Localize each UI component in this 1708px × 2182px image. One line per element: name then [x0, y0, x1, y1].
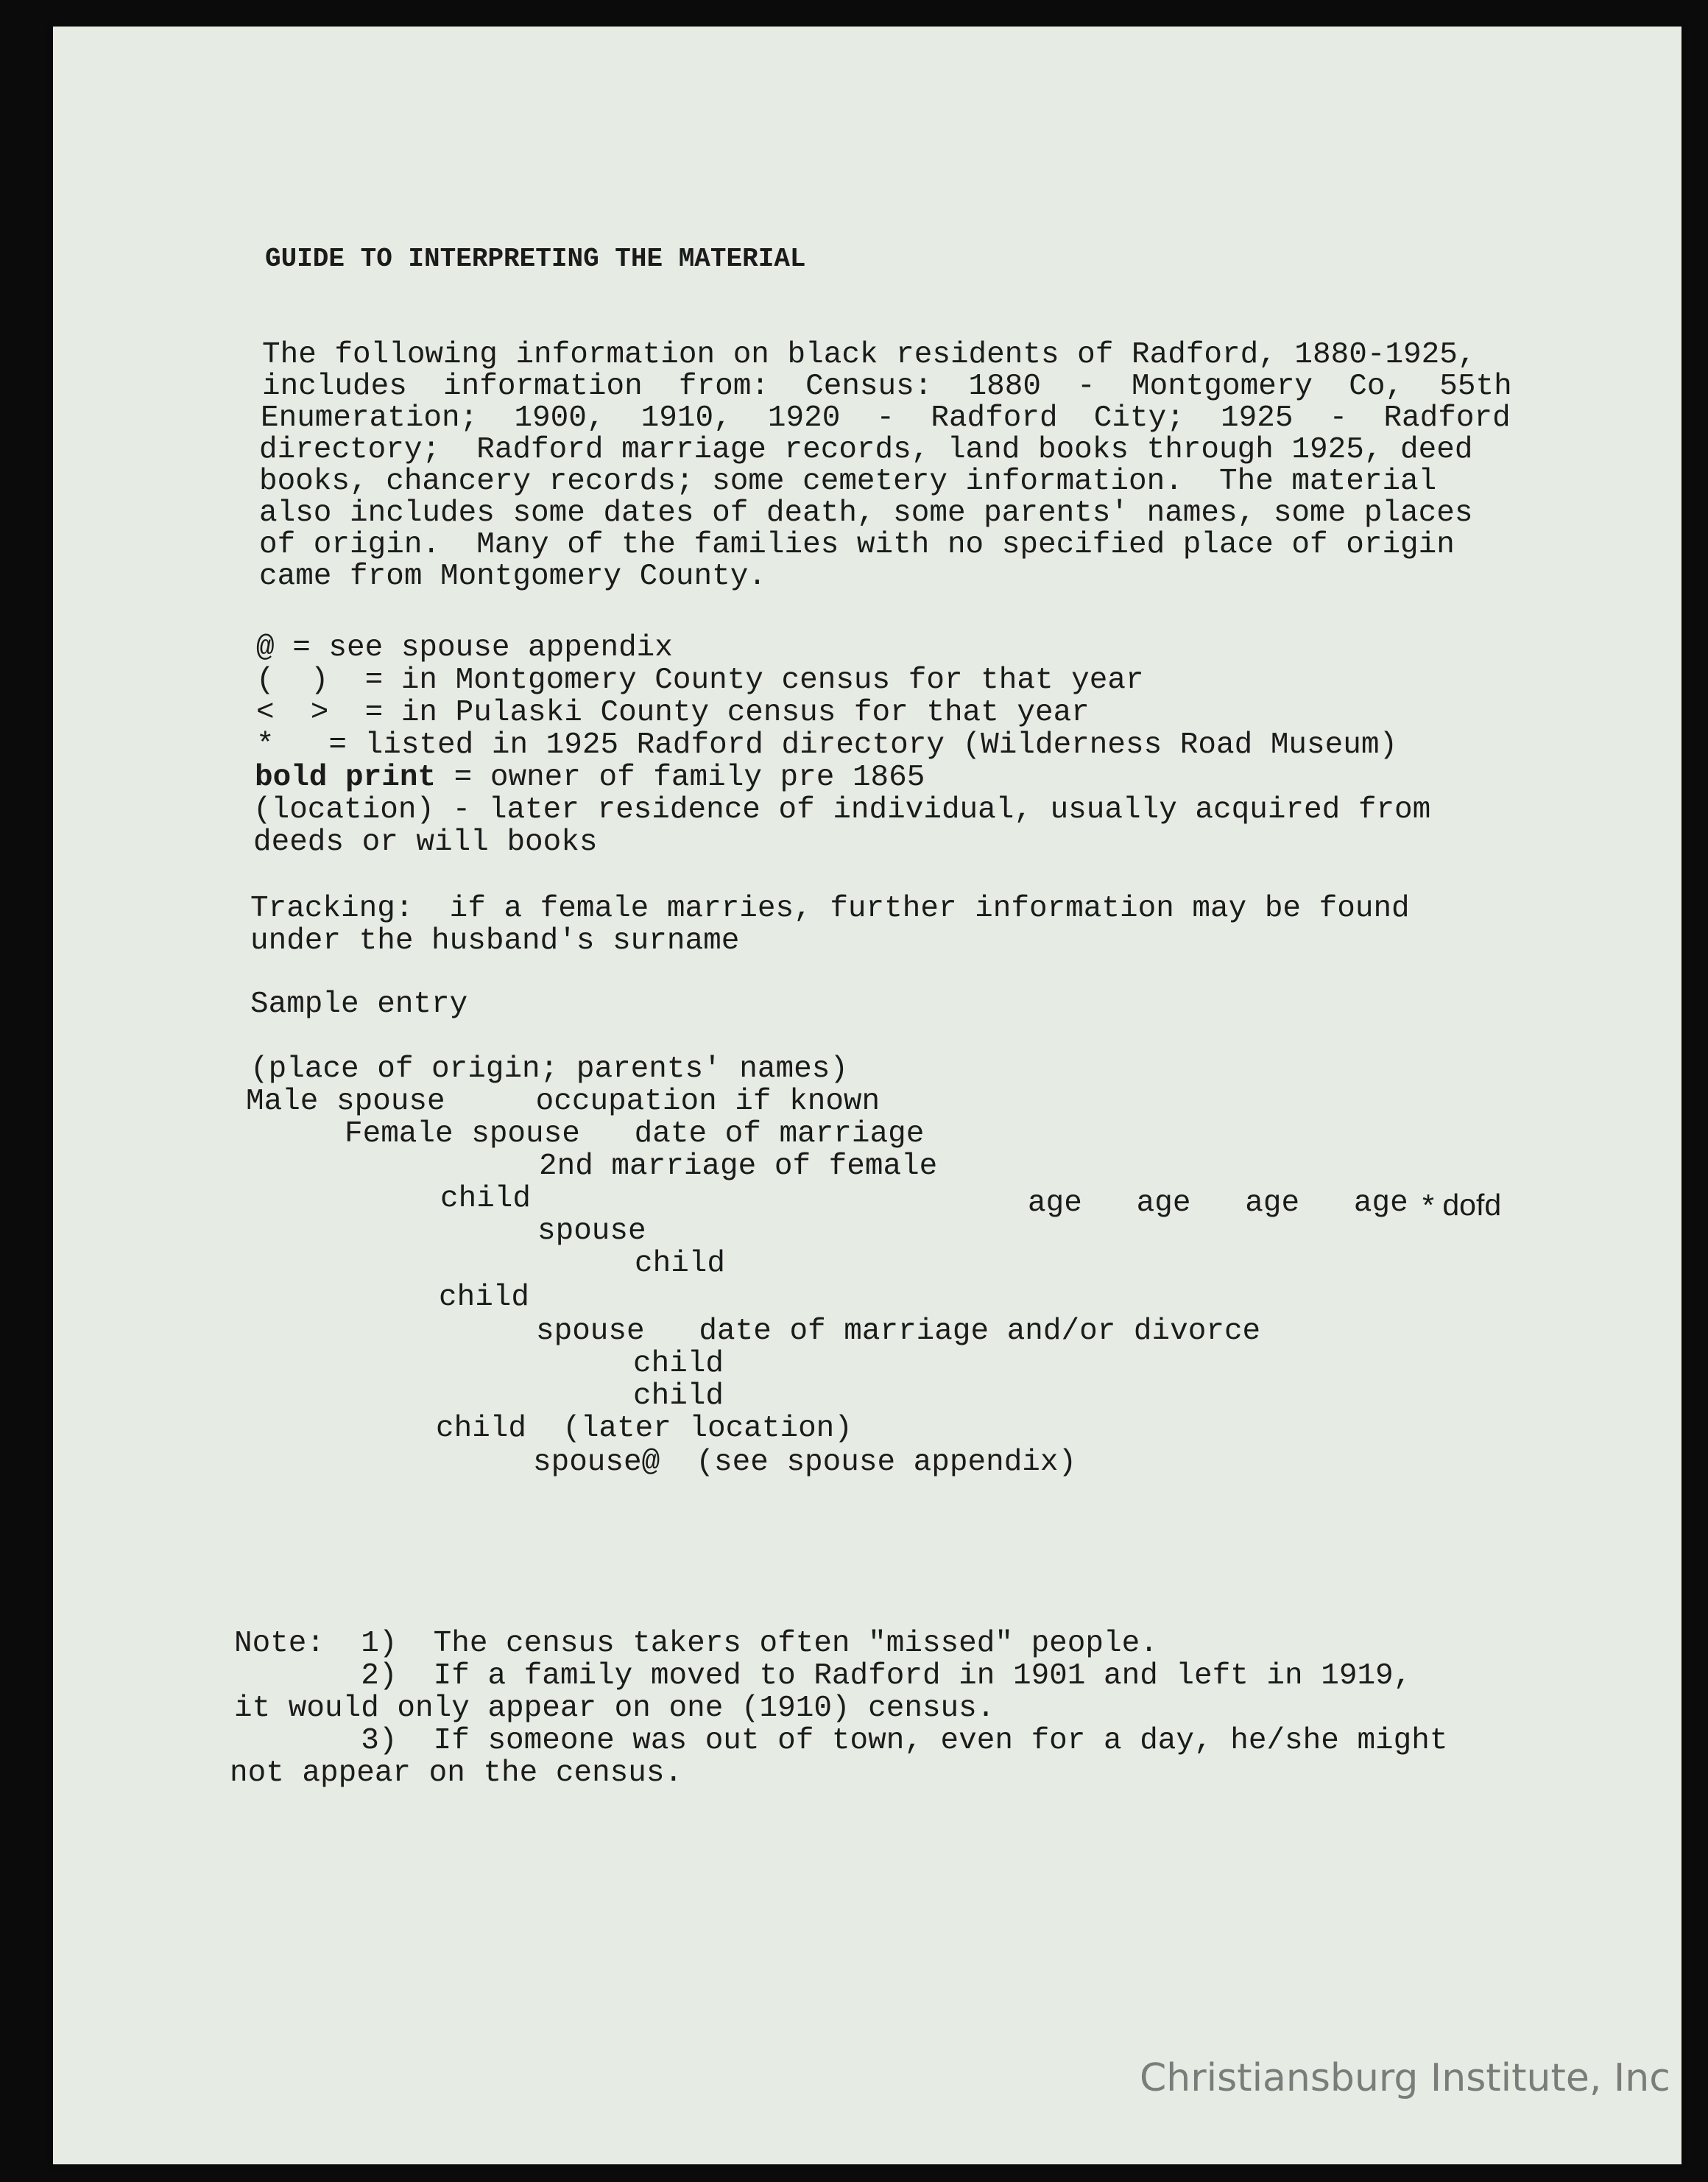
intro-line: The following information on black residents of Radford, 1880-1925,: [262, 338, 1476, 372]
sample-spouse: spouse: [537, 1214, 646, 1248]
sample-child-location: child (later location): [436, 1412, 853, 1446]
intro-line: directory; Radford marriage records, land books through 1925, deed: [259, 433, 1473, 467]
legend-location-cont: deeds or will books: [253, 826, 598, 859]
note-line: Note: 1) The census takers often "missed" people.: [234, 1627, 1158, 1661]
sample-grandchild: child: [633, 1379, 724, 1413]
legend-pulaski: < > = in Pulaski County census for that year: [256, 696, 1090, 730]
sample-second-marriage: 2nd marriage of female: [539, 1150, 938, 1183]
intro-line: includes information from: Census: 1880 - Montgomery Co, 55th: [262, 370, 1512, 404]
document-page: [53, 27, 1681, 2164]
legend-spouse-appendix: @ = see spouse appendix: [256, 631, 673, 665]
tracking-line: Tracking: if a female marries, further information may be found: [250, 892, 1410, 926]
sample-child: child: [440, 1182, 532, 1216]
legend-bold-term: bold print: [255, 761, 437, 795]
legend-bold-print: [255, 761, 925, 794]
sample-grandchild: child: [633, 1347, 724, 1381]
legend-bold-desc: = owner of family pre 1865: [436, 761, 925, 795]
sample-male-spouse: Male spouse occupation if known: [246, 1085, 881, 1119]
legend-location: (location) - later residence of individual, usually acquired from: [253, 793, 1431, 827]
intro-line: came from Montgomery County.: [259, 560, 766, 594]
watermark: Christiansburg Institute, Inc: [1140, 2056, 1670, 2100]
intro-line: also includes some dates of death, some parents' names, some places: [259, 496, 1473, 530]
sample-origin: (place of origin; parents' names): [250, 1052, 848, 1086]
sample-heading: Sample entry: [250, 988, 468, 1021]
legend-directory: * = listed in 1925 Radford directory (Wilderness Road Museum): [256, 728, 1398, 762]
note-line: 3) If someone was out of town, even for a day, he/she might: [234, 1724, 1448, 1758]
intro-line: of origin. Many of the families with no specified place of origin: [259, 528, 1455, 562]
sample-spouse-appendix: spouse@ (see spouse appendix): [533, 1446, 1077, 1479]
note-line: not appear on the census.: [230, 1756, 683, 1790]
sample-female-spouse: Female spouse date of marriage: [345, 1117, 925, 1151]
sample-child: child: [439, 1281, 530, 1315]
tracking-line: under the husband's surname: [250, 924, 740, 958]
note-line: it would only appear on one (1910) census.: [234, 1692, 995, 1725]
document-title: GUIDE TO INTERPRETING THE MATERIAL: [265, 244, 806, 274]
legend-montgomery: ( ) = in Montgomery County census for that year: [256, 664, 1144, 697]
sample-dofd: * dofd: [1422, 1188, 1502, 1222]
note-line: 2) If a family moved to Radford in 1901 and left in 1919,: [234, 1659, 1412, 1693]
intro-line: Enumeration; 1900, 1910, 1920 - Radford City; 1925 - Radford: [261, 401, 1511, 435]
sample-spouse-marriage: spouse date of marriage and/or divorce: [536, 1315, 1261, 1348]
sample-grandchild: child: [635, 1247, 726, 1281]
intro-line: books, chancery records; some cemetery information. The material: [259, 465, 1437, 499]
sample-ages: age age age age: [1028, 1186, 1408, 1220]
